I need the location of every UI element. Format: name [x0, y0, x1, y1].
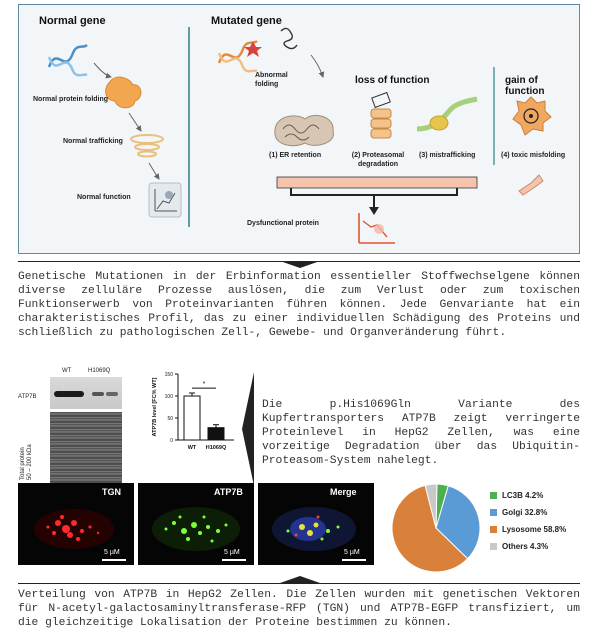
normal-gene-title: Normal gene [39, 15, 106, 27]
intro-paragraph: Genetische Mutationen in der Erbinformation essentieller Stoffwechselgene können diverse zelluläre Prozesse auslösen, die zum Verlust oder zum toxischen Funktionserwerb von Proteinvarianten führen können. Jede Genvariante hat ein charakteristisches Profil, das zu einer individuellen Schädigung des Proteins und schließlich zu pathologischen Zell-, Gewebe- und Organveränderung führt. [18, 271, 580, 339]
total-protein-lanes [50, 412, 122, 486]
localization-paragraph: Verteilung von ATP7B in HepG2 Zellen. Die Zellen wurden mit genetischen Vektoren für N-acetyl-galactosaminyltransferase-RFP (TGN) und ATP7B-EGFP transfiziert, um die gleichzeitige Lokalisation der Proteine bestimmen zu können. [18, 589, 580, 629]
bracket [291, 188, 457, 195]
dysfunctional-plot-icon [359, 213, 395, 243]
blot-atp7b-label: ATP7B [18, 394, 37, 400]
mutated-gene-title: Mutated gene [211, 15, 282, 27]
arrow [149, 163, 159, 179]
function-plot-icon [149, 183, 181, 217]
divider-chevron [280, 576, 320, 584]
gain-of-function-title: gain of function [505, 75, 545, 97]
return-arrow [519, 175, 543, 195]
toxic-misfolding-label: (4) toxic misfolding [501, 152, 566, 159]
merge-label: Merge [330, 487, 357, 497]
convergence-bar [277, 177, 477, 188]
scale-label: 5 µM [344, 549, 360, 556]
proteasomal-label: (2) Proteasomal degradation [351, 152, 405, 168]
normal-function-label: Normal function [77, 194, 131, 201]
y-tick-label: 0 [170, 438, 173, 444]
er-retention-label: (1) ER retention [269, 152, 322, 159]
scale-label: 5 µM [224, 549, 240, 556]
toxic-aggregate-icon [513, 97, 551, 135]
dna-icon [49, 45, 87, 75]
y-tick-label: 150 [164, 372, 173, 378]
total-protein-label: Total protein 50 – 200 kDa [20, 444, 33, 480]
panel-graphics [19, 5, 579, 253]
legend-swatch [490, 526, 497, 533]
atp7b-band-panel [50, 377, 122, 409]
dysfunctional-protein-label: Dysfunctional protein [247, 220, 319, 227]
mistrafficking-icon [417, 99, 477, 130]
legend-label: Golgi 32.8% [502, 508, 548, 517]
x-tick-label: WT [187, 445, 197, 451]
x-tick-label: H1069Q [205, 445, 227, 451]
trafficking-icon [131, 135, 163, 157]
y-tick-label: 50 [167, 416, 173, 422]
proteasome-icon [371, 93, 391, 138]
arrow [94, 63, 111, 77]
legend-label: LC3B 4.2% [502, 491, 544, 500]
atp7b-bar-chart [148, 362, 246, 462]
scale-bar [102, 559, 126, 561]
er-retention-icon [275, 115, 334, 145]
tgn-label: TGN [102, 487, 121, 497]
arrow [311, 55, 323, 77]
blot-wt-label: WT [62, 368, 72, 374]
legend-swatch [490, 492, 497, 499]
legend-label: Lysosome 58.8% [502, 525, 567, 534]
tgn-micrograph [18, 483, 134, 565]
text-pointer [240, 372, 254, 486]
atp7b-micrograph [138, 483, 254, 565]
arrow [129, 113, 141, 131]
legend-swatch [490, 543, 497, 550]
western-blot [18, 368, 140, 488]
blot-mut-label: H1069Q [88, 368, 111, 374]
legend-label: Others 4.3% [502, 542, 549, 551]
disease-mechanism-panel [18, 4, 580, 254]
down-arrow [369, 207, 379, 215]
y-tick-label: 100 [164, 394, 173, 400]
normal-folding-label: Normal protein folding [33, 96, 109, 103]
atp7b-micro-label: ATP7B [214, 487, 243, 497]
localization-pie-chart [384, 476, 580, 576]
folded-protein-icon [106, 77, 141, 108]
misfolded-protein-icon [281, 28, 297, 48]
abnormal-folding-label: Abnormal folding [255, 72, 288, 88]
scale-bar [342, 559, 366, 561]
significance-label: * [202, 381, 206, 389]
scale-label: 5 µM [104, 549, 120, 556]
variant-paragraph: Die p.His1069Gln Variante des Kupfertransporters ATP7B zeigt verringerte Proteinlevel in HepG2 Zellen, was eine vorzeitige Degradation über das Ubiquitin-Proteasom-System nahelegt. [262, 399, 580, 467]
mutated-dna-icon [219, 41, 262, 71]
divider-chevron [280, 261, 320, 269]
merge-micrograph [258, 483, 374, 565]
normal-trafficking-label: Normal trafficking [63, 138, 123, 145]
y-axis-label: ATP7B level [FC% WT] [152, 377, 158, 437]
scale-bar [222, 559, 246, 561]
bar [184, 396, 200, 440]
loss-of-function-title: loss of function [355, 75, 430, 86]
mistrafficking-label: (3) mistrafficking [419, 152, 476, 159]
legend-swatch [490, 509, 497, 516]
bar [208, 428, 224, 440]
